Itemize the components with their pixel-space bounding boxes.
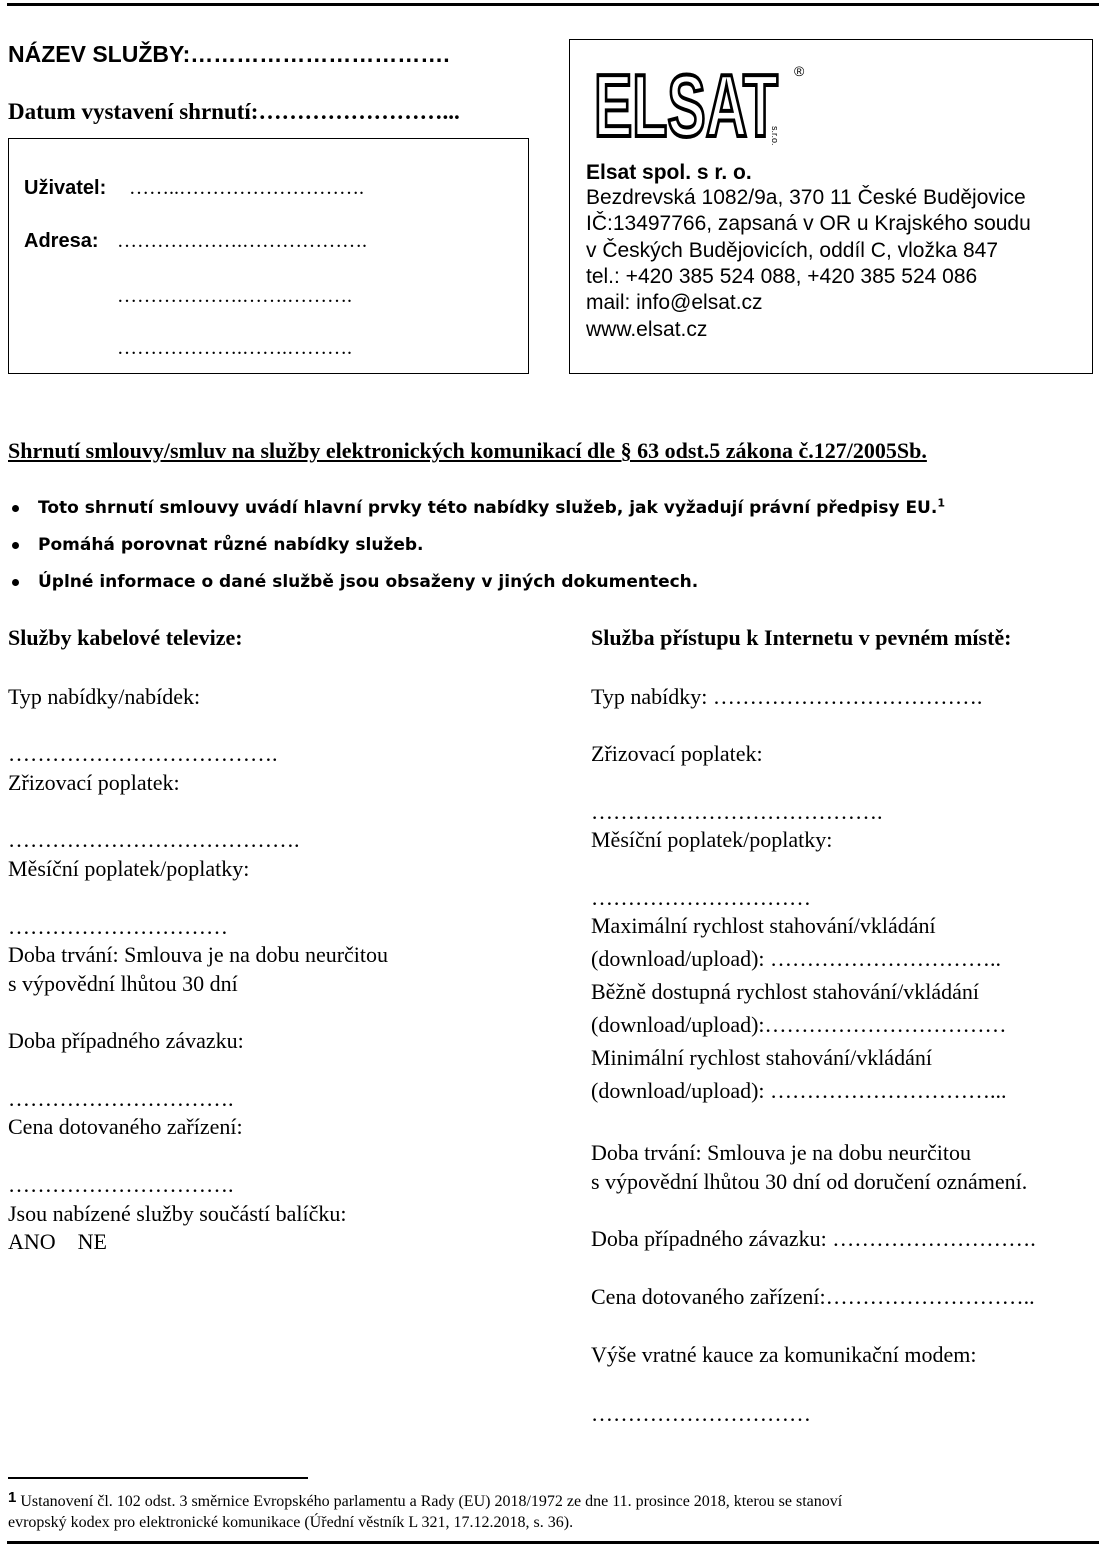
right-duration-line-1: Doba trvání: Smlouva je na dobu neurčitou — [591, 1140, 972, 1165]
summary-bullet-3: Úplné informace o dané službě jsou obsaženy v jiných dokumentech. — [8, 571, 1098, 608]
service-name-label: NÁZEV SLUŽBY:……………………………. — [8, 41, 450, 67]
user-dots: ……..………………………. — [129, 177, 364, 199]
right-offer-type: Typ nabídky: ………………………………. — [591, 684, 983, 709]
right-normal-speed-label: Běžně dostupná rychlost stahování/vkládání — [591, 979, 979, 1004]
left-setup-fee-dots: …………………………………. — [8, 827, 300, 852]
left-duration-line-2: s výpovědní lhůtou 30 dní — [8, 971, 238, 996]
right-commitment: Doba případného závazku: ………………………. — [591, 1226, 1036, 1251]
left-device-price-dots: …………………………. — [8, 1172, 234, 1197]
left-device-price-label: Cena dotovaného zařízení: — [8, 1114, 243, 1139]
company-registration: IČ:13497766, zapsaná v OR u Krajského soudu — [586, 212, 1031, 235]
right-device-price: Cena dotovaného zařízení:……………………….. — [591, 1284, 1035, 1309]
right-column — [591, 620, 1101, 1430]
left-duration-line-1: Doba trvání: Smlouva je na dobu neurčitou — [8, 942, 389, 967]
address-dots-3: ……………….…….………. — [117, 337, 352, 359]
right-duration-line-2: s výpovědní lhůtou 30 dní od doručení oznámení. — [591, 1169, 1028, 1194]
right-min-speed-value: (download/upload): …………………………... — [591, 1078, 1007, 1103]
right-modem-deposit-dots: ………………………… — [591, 1401, 811, 1426]
left-monthly-fee-label: Měsíční poplatek/poplatky: — [8, 856, 250, 881]
bullet-dot — [12, 505, 19, 512]
right-modem-deposit-label: Výše vratné kauce za komunikační modem: — [591, 1342, 977, 1367]
company-email: mail: info@elsat.cz — [586, 291, 763, 314]
svg-text:ELSAT: ELSAT — [594, 64, 778, 144]
right-normal-speed-value: (download/upload):…………………………… — [591, 1012, 1007, 1037]
left-bundle-options: ANO NE — [8, 1229, 107, 1254]
summary-bullet-1: Toto shrnutí smlouvy uvádí hlavní prvky této nabídky služeb, jak vyžadují právní předpisy EU.$^1$ — [8, 497, 1098, 534]
right-monthly-fee-dots: ………………………… — [591, 885, 811, 910]
company-website: www.elsat.cz — [586, 318, 708, 341]
right-min-speed-label: Minimální rychlost stahování/vkládání — [591, 1045, 932, 1070]
footnote-ref: 1 — [937, 496, 945, 510]
user-label: Uživatel: — [24, 177, 107, 199]
left-offer-type-dots: ………………………………. — [8, 741, 278, 766]
elsat-logo — [592, 64, 812, 144]
footnote-number: 1 — [8, 1489, 17, 1506]
right-max-speed-value: (download/upload): ………………………….. — [591, 946, 1002, 971]
left-commitment-dots: …………………………. — [8, 1086, 234, 1111]
left-monthly-fee-dots: ………………………… — [8, 914, 228, 939]
footnote-text-line-2: evropský kodex pro elektronické komunikace (Úřední věstník L 321, 17.12.2018, s. 36). — [8, 1514, 574, 1531]
company-name: Elsat spol. s r. o. — [586, 161, 752, 184]
left-heading: Služby kabelové televize: — [8, 625, 243, 650]
address-dots-2: ……………….…….………. — [117, 285, 352, 307]
right-monthly-fee-label: Měsíční poplatek/poplatky: — [591, 827, 833, 852]
footnote-text-line-1: Ustanovení čl. 102 odst. 3 směrnice Evropského parlamentu a Rady (EU) 2018/1972 ze dne 11. prosince 2018, kterou se stanoví — [20, 1493, 843, 1510]
left-commitment-label: Doba případného závazku: — [8, 1028, 244, 1053]
company-address: Bezdrevská 1082/9a, 370 11 České Budějovice — [586, 186, 1026, 209]
right-setup-fee-dots: …………………………………. — [591, 799, 883, 824]
customer-box — [8, 138, 529, 374]
logo-registered: ® — [794, 63, 805, 79]
summary-bullet-2: Pomáhá porovnat různé nabídky služeb. — [8, 534, 1098, 571]
left-setup-fee-label: Zřizovací poplatek: — [8, 770, 180, 795]
summary-heading: Shrnutí smlouvy/smluv na služby elektronických komunikací dle § 63 odst.5 zákona č.127/2005Sb. — [8, 438, 927, 463]
logo-suffix: s.r.o. — [770, 126, 780, 146]
left-bundle-label: Jsou nabízené služby součástí balíčku: — [8, 1201, 347, 1226]
bullet-dot — [12, 542, 19, 549]
left-offer-type-label: Typ nabídky/nabídek: — [8, 684, 201, 709]
right-setup-fee-label: Zřizovací poplatek: — [591, 741, 763, 766]
address-label: Adresa: — [24, 230, 99, 252]
footnote-separator — [8, 1477, 308, 1479]
right-heading: Služba přístupu k Internetu v pevném místě: — [591, 625, 1012, 650]
bottom-rule — [7, 1541, 1099, 1544]
company-court: v Českých Budějovicích, oddíl C, vložka 847 — [586, 239, 999, 262]
company-phone: tel.: +420 385 524 088, +420 385 524 086 — [586, 265, 978, 288]
summary-bullets — [8, 497, 1098, 608]
address-dots-1: ……………….………………. — [117, 230, 367, 252]
company-box — [569, 39, 1093, 374]
footnote — [8, 1491, 1098, 1533]
issue-date-label: Datum vystavení shrnutí:……………………... — [8, 99, 460, 124]
right-max-speed-label: Maximální rychlost stahování/vkládání — [591, 913, 936, 938]
bullet-dot — [12, 579, 19, 586]
top-rule — [7, 3, 1099, 6]
left-column — [8, 620, 568, 1270]
